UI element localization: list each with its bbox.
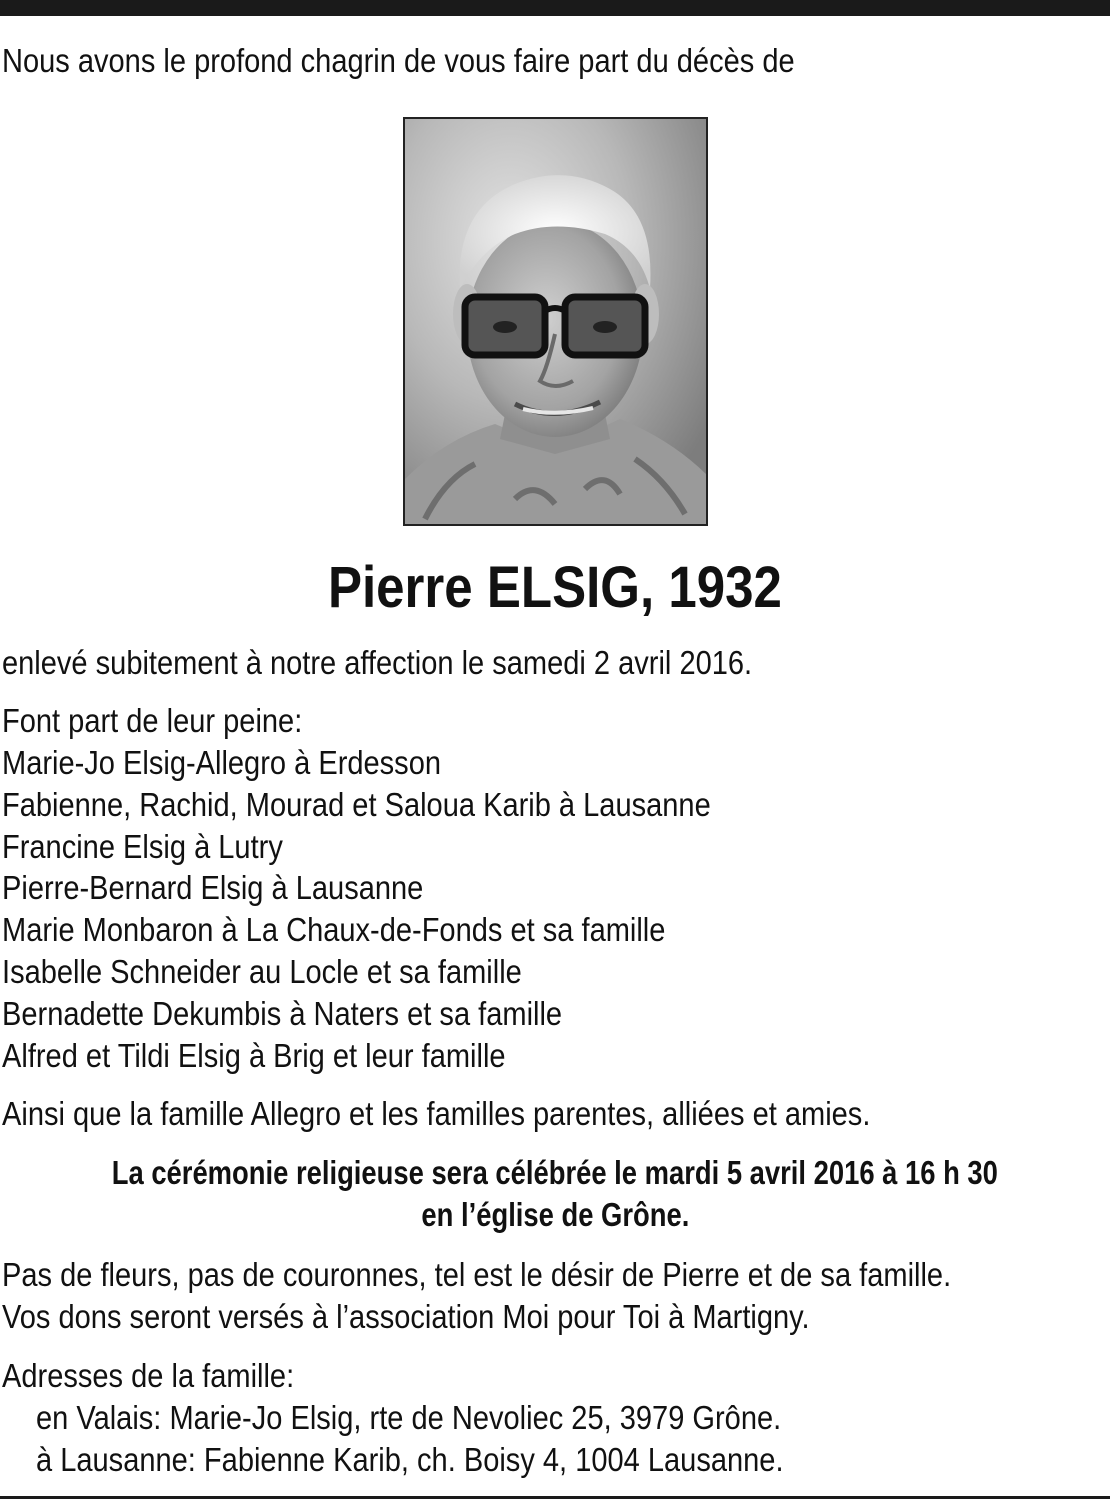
ceremony-line-2: en l’église de Grône.: [421, 1196, 689, 1233]
death-announcement: enlevé subitement à notre affection le samedi 2 avril 2016.: [2, 644, 753, 681]
portrait-illustration: [405, 119, 706, 524]
addresses-heading: Adresses de la famille:: [2, 1357, 295, 1394]
mourners-list: [2, 742, 711, 1076]
address-lausanne: à Lausanne: Fabienne Karib, ch. Boisy 4, 1004 Lausanne.: [36, 1441, 784, 1478]
deceased-name-text: Pierre ELSIG, 1932: [328, 555, 782, 620]
portrait-photo: [403, 117, 708, 526]
mourner-item: Marie Monbaron à La Chaux-de-Fonds et sa famille: [2, 911, 666, 949]
donations-text: Vos dons seront versés à l’association Moi pour Toi à Martigny.: [2, 1298, 810, 1335]
address-valais: en Valais: Marie-Jo Elsig, rte de Nevoliec 25, 3979 Grône.: [36, 1399, 782, 1436]
extended-family-text: Ainsi que la famille Allegro et les familles parentes, alliées et amies.: [2, 1095, 871, 1132]
mourner-item: Marie-Jo Elsig-Allegro à Erdesson: [2, 744, 442, 781]
bottom-rule: [0, 1496, 1110, 1499]
mourner-item: Pierre-Bernard Elsig à Lausanne: [2, 869, 424, 907]
mourner-item: Francine Elsig à Lutry: [2, 827, 283, 865]
mourner-item: Alfred et Tildi Elsig à Brig et leur famille: [2, 1036, 506, 1074]
ceremony-line-1: La cérémonie religieuse sera célébrée le mardi 5 avril 2016 à 16 h 30: [111, 1154, 999, 1191]
mourner-item: Isabelle Schneider au Locle et sa famille: [2, 952, 522, 990]
top-rule: [0, 0, 1110, 16]
intro-text: Nous avons le profond chagrin de vous faire part du décès de: [2, 42, 795, 79]
mourner-item: Fabienne, Rachid, Mourad et Saloua Karib à Lausanne: [2, 785, 711, 823]
mourner-item: Bernadette Dekumbis à Naters et sa famille: [2, 994, 563, 1032]
ceremony-notice: [0, 1152, 1110, 1236]
deceased-name: [0, 552, 1110, 624]
no-flowers-text: Pas de fleurs, pas de couronnes, tel est le désir de Pierre et de sa famille.: [2, 1256, 952, 1293]
mourners-heading: Font part de leur peine:: [2, 702, 303, 739]
